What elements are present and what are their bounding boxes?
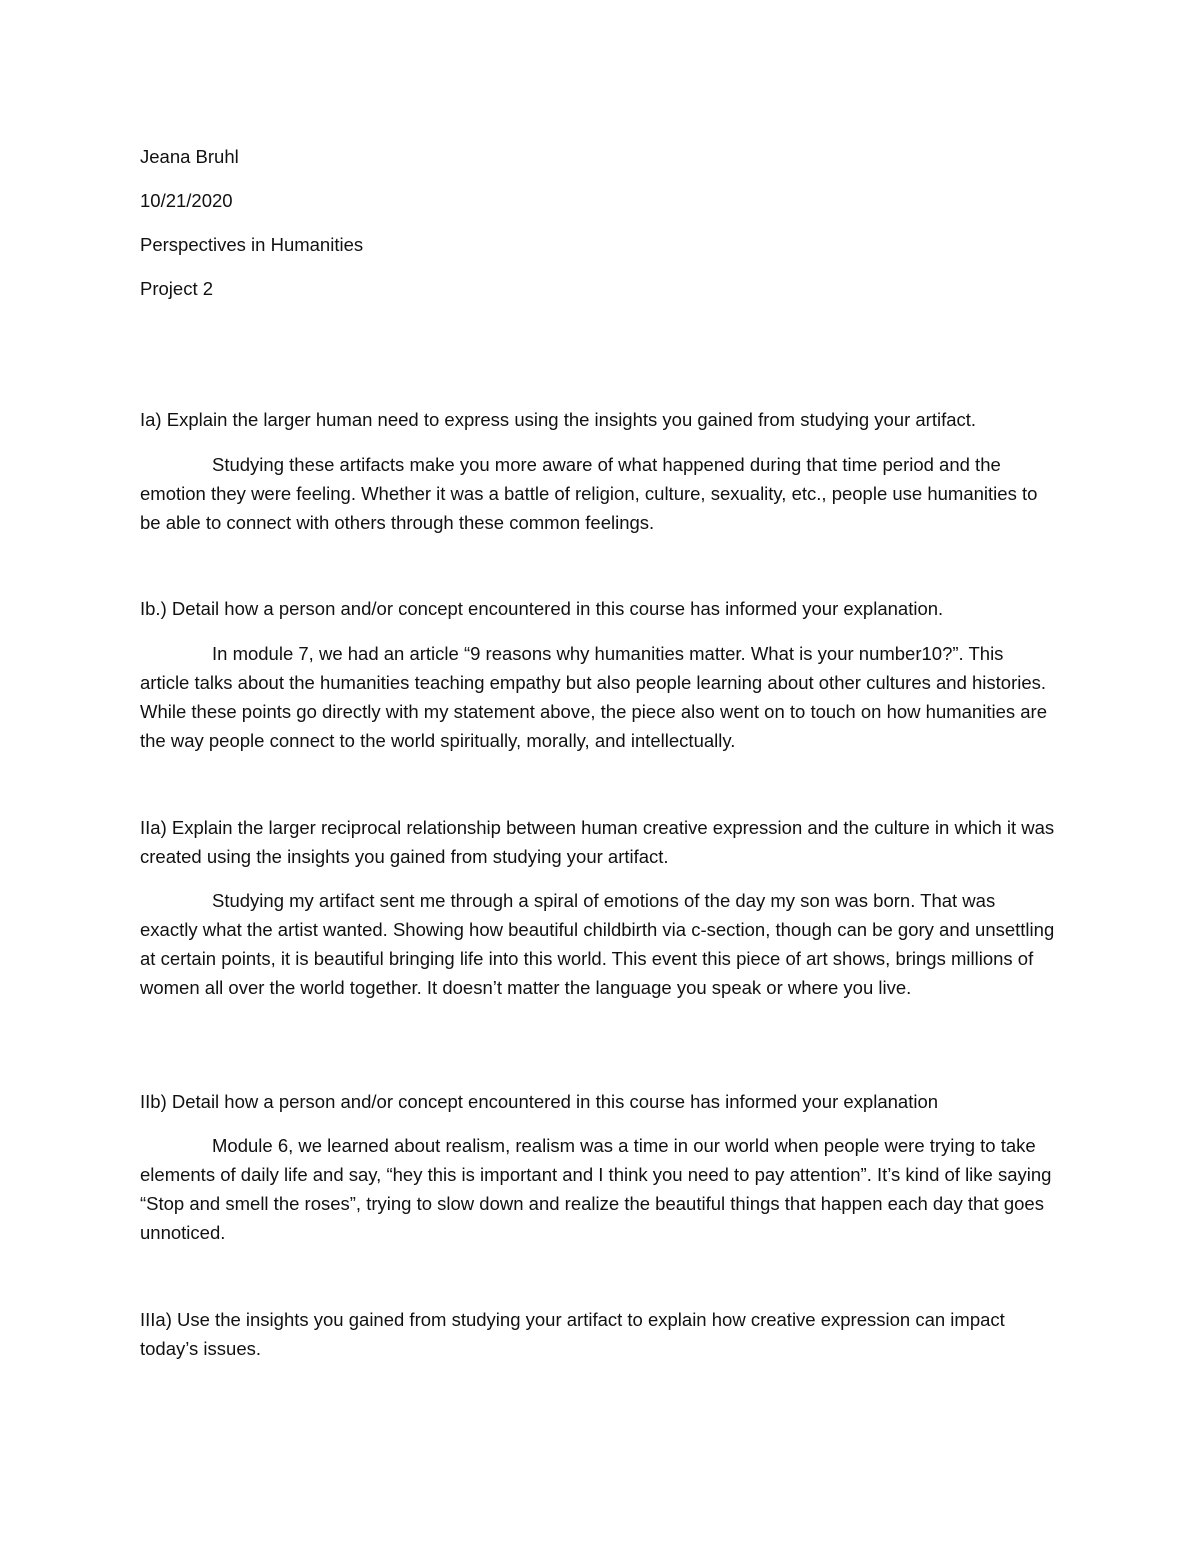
question-ib: Ib.) Detail how a person and/or concept encountered in this course has informed your explanation. [140,598,944,619]
answer-iib: Module 6, we learned about realism, realism was a time in our world when people were trying to take elements of daily life and say, “hey this is important and I think you need to pay attention”. It’s kind of like saying “Stop and smell the roses”, trying to slow down and realize the beautiful things that happen each day that goes unnoticed. [140,1135,1052,1243]
document-date: 10/21/2020 [140,190,233,211]
question-iiia: IIIa) Use the insights you gained from studying your artifact to explain how creative expression can impact today’s issues. [140,1309,1005,1359]
question-iia: IIa) Explain the larger reciprocal relationship between human creative expression and the culture in which it was created using the insights you gained from studying your artifact. [140,817,1055,867]
question-ia: Ia) Explain the larger human need to express using the insights you gained from studying your artifact. [140,409,977,430]
question-iib: IIb) Detail how a person and/or concept encountered in this course has informed your explanation [140,1091,939,1112]
answer-iia: Studying my artifact sent me through a spiral of emotions of the day my son was born. That was exactly what the artist wanted. Showing how beautiful childbirth via c-section, though can be gory and unsettling at certain points, it is beautiful bringing life into this world. This event this piece of art shows, brings millions of women all over the world together. It doesn’t matter the language you speak or where you live. [140,890,1055,998]
assignment-title: Project 2 [140,278,214,299]
author-name: Jeana Bruhl [140,146,239,167]
course-title: Perspectives in Humanities [140,234,364,255]
answer-ia: Studying these artifacts make you more aware of what happened during that time period and the emotion they were feeling. Whether it was a battle of religion, culture, sexuality, etc., people use humanities to be able to connect with others through these common feelings. [140,454,1038,533]
answer-ib: In module 7, we had an article “9 reasons why humanities matter. What is your number10?”. This article talks about the humanities teaching empathy but also people learning about other cultures and histories. While these points go directly with my statement above, the piece also went on to touch on how humanities are the way people connect to the world spiritually, morally, and intellectually. [140,643,1047,751]
